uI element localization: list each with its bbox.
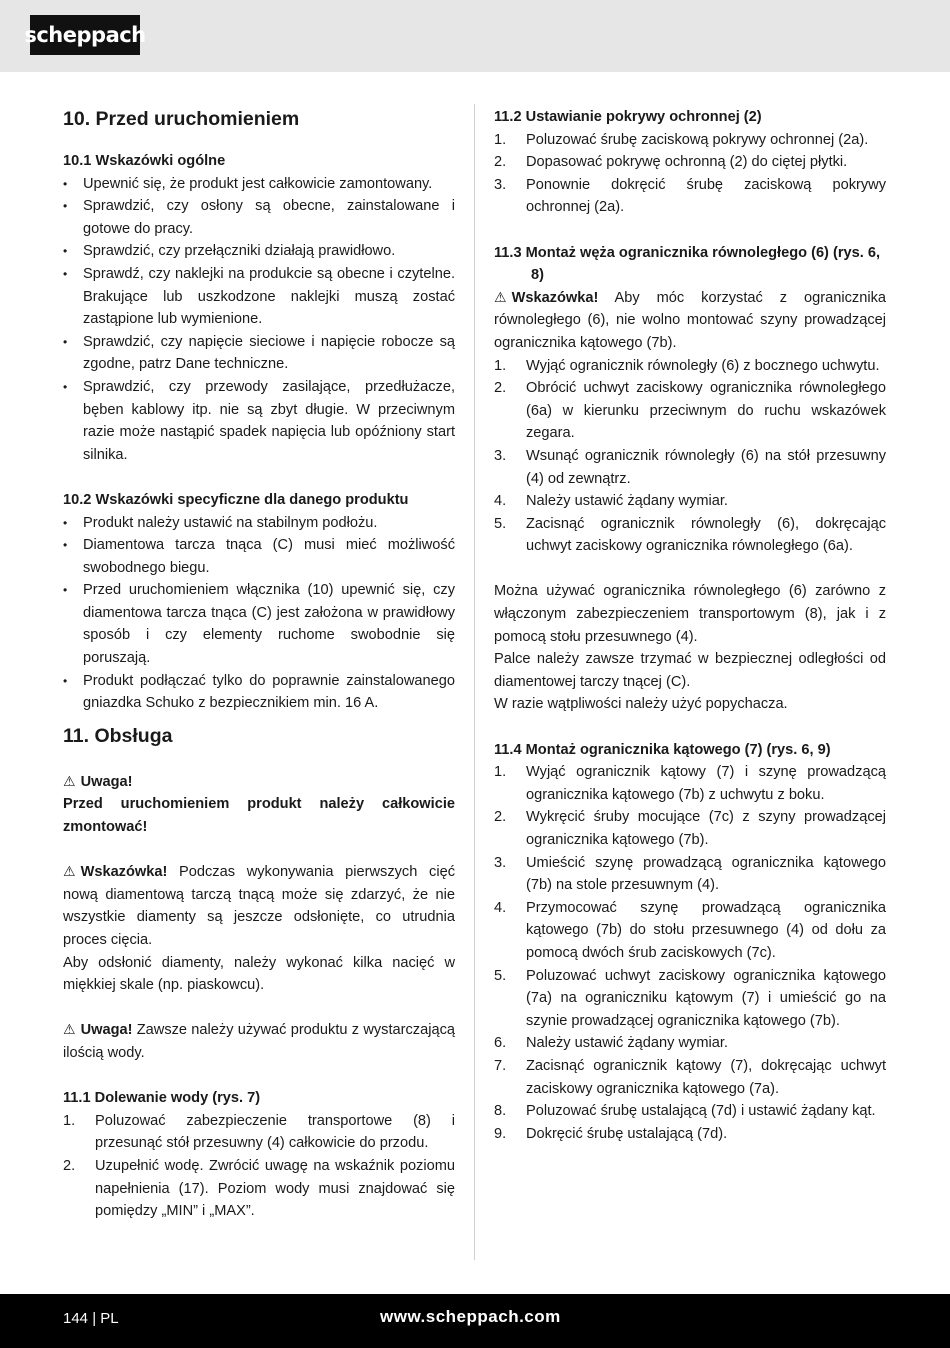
list-item: • Sprawdzić, czy przewody zasilające, przedłużacze, bęben kablowy itp. nie są zbyt długie. W przeciwnym razie może nastąpić spadek napięcia lub opóźniony start silnika. <box>63 376 455 466</box>
section-10-1-title: 10.1 Wskazówki ogólne <box>63 153 226 169</box>
step-item: 2. Uzupełnić wodę. Zwrócić uwagę na wskaźnik poziomu napełnienia (17). Poziom wody musi znajdować się pomiędzy „MIN” i „MAX”. <box>63 1157 455 1220</box>
column-divider <box>474 104 475 1260</box>
list-item: • Diamentowa tarcza tnąca (C) musi mieć możliwość swobodnego biegu. <box>63 534 455 579</box>
section-11-2-title: 11.2 Ustawianie pokrywy ochronnej (2) <box>494 109 762 125</box>
section-11-3-steps <box>494 355 886 558</box>
step-item: 3. Wsunąć ogranicznik równoległy (6) na stół przesuwny (4) od zewnątrz. <box>494 447 886 487</box>
step-item: 1. Wyjąć ogranicznik równoległy (6) z bocznego uchwytu. <box>494 357 880 374</box>
list-item: • Sprawdzić, czy osłony są obecne, zainstalowane i gotowe do pracy. <box>63 195 455 240</box>
section-10-2-list <box>63 512 455 715</box>
section-11-1-title: 11.1 Dolewanie wody (rys. 7) <box>63 1090 261 1107</box>
step-item: 7. Zacisnąć ogranicznik kątowy (7), dokręcając uchwyt zaciskowy ogranicznika kątowego (7a). <box>494 1057 886 1097</box>
warning-triangle-icon: ⚠ <box>63 1022 76 1039</box>
note-text: Podczas wykonywania pierwszych cięć nową diamentową tarczą tnącą może się zdarzyć, że nie wszystkie diamenty są jeszcze odsłonięte, co utrudnia proces cięcia. <box>63 864 455 948</box>
note-block-2 <box>494 287 886 355</box>
step-item: 4. Przymocować szynę prowadzącą ogranicznika kątowego (7b) do stołu przesuwnego (4) od dołu za pomocą dwóch śrub zaciskowych (7c). <box>494 899 886 961</box>
right-column <box>494 106 886 1145</box>
warning-triangle-icon: ⚠ <box>494 289 507 306</box>
list-item: • Upewnić się, że produkt jest całkowicie zamontowany. <box>63 173 455 196</box>
list-item: • Sprawdzić, czy przełączniki działają prawidłowo. <box>63 240 455 263</box>
warning-triangle-icon: ⚠ <box>63 773 76 790</box>
note-label: Wskazówka! <box>511 289 599 306</box>
brand-logo: scheppach <box>30 15 140 55</box>
note-block-1 <box>63 861 455 951</box>
left-column <box>63 106 455 1223</box>
page-header <box>0 0 950 72</box>
section-10-2-title: 10.2 Wskazówki specyficzne dla danego produktu <box>63 491 409 508</box>
paragraph: Palce należy zawsze trzymać w bezpiecznej odległości od diamentowej tarczy tnącej (C). <box>494 651 886 690</box>
step-item: 2. Obrócić uchwyt zaciskowy ogranicznika równoległego (6a) w kierunku przeciwnym do ruchu wskazówek zegara. <box>494 380 886 442</box>
warning-block-2 <box>63 1019 455 1064</box>
list-item: • Sprawdź, czy naklejki na produkcie są obecne i czytelne. Brakujące lub uszkodzone naklejki muszą zostać zastąpione lub wymienione. <box>63 263 455 331</box>
list-item: • Produkt podłączać tylko do poprawnie zainstalowanego gniazdka Schuko z bezpiecznikiem min. 16 A. <box>63 670 455 715</box>
warning-text: Zawsze należy używać produktu z wystarczającą ilością wody. <box>63 1022 455 1061</box>
list-item: • Przed uruchomieniem włącznika (10) upewnić się, czy diamentowa tarcza tnąca (C) jest założona w prawidłowy sposób i czy elementy ruchome swobodnie się poruszają. <box>63 579 455 669</box>
step-item: 3. Umieścić szynę prowadzącą ogranicznika kątowego (7b) na stole przesuwnym (4). <box>494 854 886 894</box>
step-item: 6. Należy ustawić żądany wymiar. <box>494 1035 728 1052</box>
section-11-2-steps <box>494 129 886 219</box>
step-item: 3. Ponownie dokręcić śrubę zaciskową pokrywy ochronnej (2a). <box>494 176 886 216</box>
warning-text: Przed uruchomieniem produkt należy całkowicie zmontować! <box>63 796 455 836</box>
step-item: 8. Poluzować śrubę ustalającą (7d) i ustawić żądany kąt. <box>494 1103 876 1120</box>
warning-triangle-icon: ⚠ <box>63 864 76 881</box>
step-item: 5. Poluzować uchwyt zaciskowy ogranicznika kątowego (7a) na ograniczniku kątowym (7) i umieścić go na szynie prowadzącej ogranicznika kątowego (7b). <box>494 967 886 1029</box>
note-label: Wskazówka! <box>80 864 168 881</box>
paragraph: W razie wątpliwości należy użyć popychacza. <box>494 696 788 713</box>
note-text: Aby móc korzystać z ogranicznika równoległego (6), nie wolno montować szyny prowadzącej ogranicznika kątowego (7b). <box>494 289 886 351</box>
list-item: • Sprawdzić, czy napięcie sieciowe i napięcie robocze są zgodne, patrz Dane techniczne. <box>63 331 455 376</box>
list-item: • Produkt należy ustawić na stabilnym podłożu. <box>63 512 455 535</box>
page-number: 144 | PL <box>63 1310 119 1327</box>
section-11-3-title: 11.3 Montaż węża ogranicznika równoległego (6) (rys. 6, 8) <box>494 244 881 284</box>
warning-label: Uwaga! <box>80 773 133 790</box>
step-item: 4. Należy ustawić żądany wymiar. <box>494 493 728 510</box>
section-10-1-list <box>63 173 455 467</box>
section-11-title: 11. Obsługa <box>63 724 173 747</box>
step-item: 1. Poluzować śrubę zaciskową pokrywy ochronnej (2a). <box>494 131 869 148</box>
step-item: 9. Dokręcić śrubę ustalającą (7d). <box>494 1125 728 1142</box>
step-item: 1. Poluzować zabezpieczenie transportowe (8) i przesunąć stół przesuwny (4) całkowicie do przodu. <box>63 1112 455 1152</box>
step-item: 2. Wykręcić śruby mocujące (7c) z szyny prowadzącej ogranicznika kątowego (7b). <box>494 809 886 848</box>
warning-label: Uwaga! <box>80 1022 133 1039</box>
page-footer <box>0 1294 950 1348</box>
section-11-4-steps <box>494 761 886 1145</box>
section-11-1-steps <box>63 1110 455 1223</box>
note-text-2: Aby odsłonić diamenty, należy wykonać kilka nacięć w miękkiej skale (np. piaskowcu). <box>63 954 455 994</box>
section-11-4-title: 11.4 Montaż ogranicznika kątowego (7) (rys. 6, 9) <box>494 741 831 758</box>
paragraph: Można używać ogranicznika równoległego (6) zarówno z włączonym zabezpieczeniem transportowym (8), jak i z pomocą stołu przesuwnego (4). <box>494 583 886 645</box>
website-url: www.scheppach.com <box>380 1307 561 1326</box>
step-item: 1. Wyjąć ogranicznik kątowy (7) i szynę prowadzącą ogranicznika kątowego (7b) z uchwytu z boku. <box>494 764 886 803</box>
step-item: 2. Dopasować pokrywę ochronną (2) do ciętej płytki. <box>494 154 848 171</box>
step-item: 5. Zacisnąć ogranicznik równoległy (6), dokręcając uchwyt zaciskowy ogranicznika równoległego (6a). <box>494 515 886 555</box>
warning-block-1 <box>63 771 455 839</box>
section-10-title: 10. Przed uruchomieniem <box>63 108 300 130</box>
